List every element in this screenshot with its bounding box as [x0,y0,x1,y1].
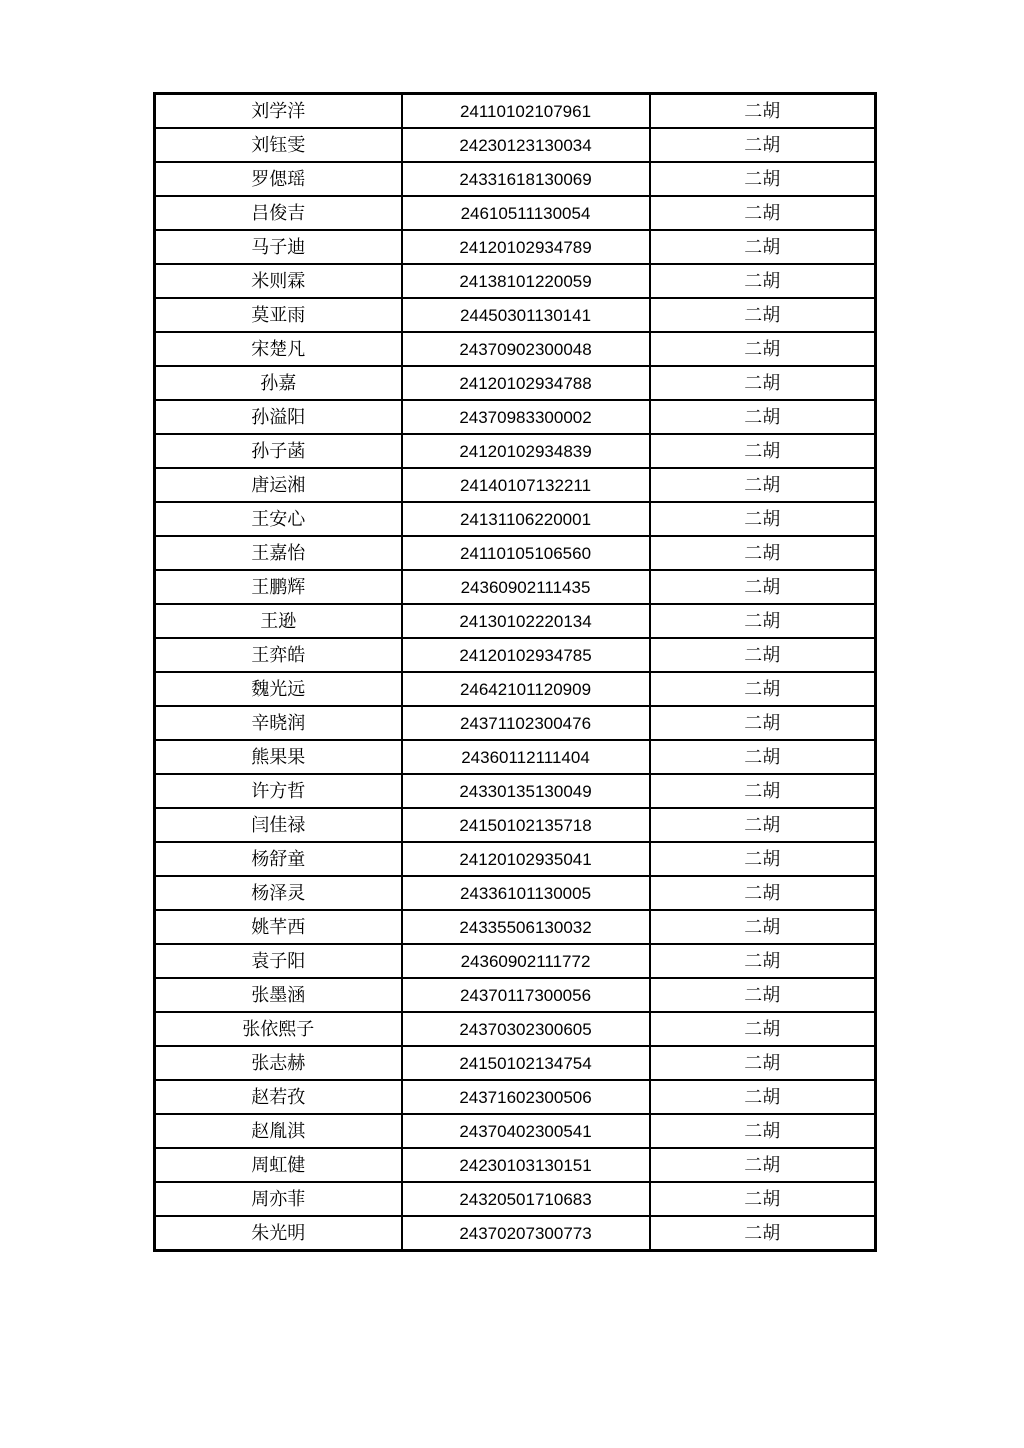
candidate-name: 闫佳禄 [155,808,402,842]
table-row [155,910,876,944]
candidate-name: 张墨涵 [155,978,402,1012]
candidate-name: 唐运湘 [155,468,402,502]
table-row [155,366,876,400]
table-row [155,196,876,230]
candidate-instrument: 二胡 [650,468,876,502]
candidate-instrument: 二胡 [650,842,876,876]
candidate-number: 24120102935041 [402,842,650,876]
candidate-instrument: 二胡 [650,1012,876,1046]
candidate-name: 孙嘉 [155,366,402,400]
candidate-number: 24130102220134 [402,604,650,638]
table-row [155,604,876,638]
candidate-instrument: 二胡 [650,298,876,332]
candidate-number: 24131106220001 [402,502,650,536]
candidate-number: 24642101120909 [402,672,650,706]
candidate-number: 24610511130054 [402,196,650,230]
candidate-number: 24140107132211 [402,468,650,502]
candidate-instrument: 二胡 [650,672,876,706]
candidate-name: 刘钰雯 [155,128,402,162]
candidate-number: 24110102107961 [402,94,650,129]
candidate-name: 熊果果 [155,740,402,774]
candidate-instrument: 二胡 [650,944,876,978]
candidate-instrument: 二胡 [650,1182,876,1216]
candidate-instrument: 二胡 [650,978,876,1012]
table-row [155,128,876,162]
table-row [155,536,876,570]
candidate-instrument: 二胡 [650,230,876,264]
candidate-name: 张志赫 [155,1046,402,1080]
candidate-instrument: 二胡 [650,910,876,944]
table-row [155,502,876,536]
candidate-instrument: 二胡 [650,536,876,570]
candidate-instrument: 二胡 [650,876,876,910]
table-row [155,298,876,332]
candidate-number: 24360902111772 [402,944,650,978]
candidate-number: 24110105106560 [402,536,650,570]
candidate-number: 24370402300541 [402,1114,650,1148]
candidate-name: 吕俊吉 [155,196,402,230]
table-row [155,1012,876,1046]
candidate-name: 米则霖 [155,264,402,298]
table-row [155,162,876,196]
table-row [155,94,876,129]
candidate-instrument: 二胡 [650,400,876,434]
table-row [155,434,876,468]
candidate-number: 24120102934788 [402,366,650,400]
candidate-name: 许方哲 [155,774,402,808]
candidate-number: 24335506130032 [402,910,650,944]
candidate-name: 马子迪 [155,230,402,264]
table-row [155,1182,876,1216]
roster-table-body [155,94,876,1251]
candidate-instrument: 二胡 [650,1148,876,1182]
candidate-number: 24360112111404 [402,740,650,774]
candidate-name: 周虹健 [155,1148,402,1182]
candidate-number: 24336101130005 [402,876,650,910]
candidate-number: 24138101220059 [402,264,650,298]
candidate-name: 王嘉怡 [155,536,402,570]
candidate-instrument: 二胡 [650,332,876,366]
candidate-instrument: 二胡 [650,570,876,604]
table-row [155,1148,876,1182]
table-row [155,1216,876,1251]
candidate-number: 24370302300605 [402,1012,650,1046]
candidate-number: 24120102934839 [402,434,650,468]
candidate-number: 24360902111435 [402,570,650,604]
candidate-instrument: 二胡 [650,162,876,196]
table-row [155,740,876,774]
candidate-name: 孙溢阳 [155,400,402,434]
table-row [155,264,876,298]
candidate-instrument: 二胡 [650,128,876,162]
candidate-name: 魏光远 [155,672,402,706]
candidate-number: 24371102300476 [402,706,650,740]
candidate-instrument: 二胡 [650,1080,876,1114]
table-row [155,1046,876,1080]
candidate-instrument: 二胡 [650,434,876,468]
candidate-instrument: 二胡 [650,706,876,740]
candidate-number: 24450301130141 [402,298,650,332]
table-row [155,774,876,808]
candidate-number: 24370117300056 [402,978,650,1012]
table-row [155,638,876,672]
candidate-number: 24331618130069 [402,162,650,196]
candidate-name: 杨舒童 [155,842,402,876]
candidate-name: 赵若孜 [155,1080,402,1114]
candidate-instrument: 二胡 [650,196,876,230]
candidate-name: 辛晓润 [155,706,402,740]
table-row [155,230,876,264]
candidate-name: 宋楚凡 [155,332,402,366]
candidate-instrument: 二胡 [650,774,876,808]
table-row [155,706,876,740]
table-row [155,672,876,706]
candidate-name: 朱光明 [155,1216,402,1251]
candidate-number: 24370983300002 [402,400,650,434]
candidate-number: 24230123130034 [402,128,650,162]
candidate-name: 莫亚雨 [155,298,402,332]
candidate-name: 王鹏辉 [155,570,402,604]
candidate-number: 24120102934789 [402,230,650,264]
candidate-instrument: 二胡 [650,1114,876,1148]
candidate-instrument: 二胡 [650,638,876,672]
candidate-number: 24371602300506 [402,1080,650,1114]
candidate-number: 24370207300773 [402,1216,650,1251]
table-row [155,808,876,842]
candidate-number: 24320501710683 [402,1182,650,1216]
candidate-name: 刘学洋 [155,94,402,129]
candidate-number: 24150102134754 [402,1046,650,1080]
table-row [155,468,876,502]
candidate-name: 王安心 [155,502,402,536]
candidate-roster-table [153,92,877,1252]
candidate-instrument: 二胡 [650,1216,876,1251]
table-row [155,944,876,978]
candidate-name: 周亦菲 [155,1182,402,1216]
candidate-instrument: 二胡 [650,808,876,842]
table-row [155,1080,876,1114]
candidate-instrument: 二胡 [650,94,876,129]
candidate-name: 孙子菡 [155,434,402,468]
candidate-instrument: 二胡 [650,1046,876,1080]
table-row [155,842,876,876]
candidate-number: 24330135130049 [402,774,650,808]
candidate-instrument: 二胡 [650,502,876,536]
candidate-number: 24150102135718 [402,808,650,842]
candidate-instrument: 二胡 [650,604,876,638]
candidate-instrument: 二胡 [650,264,876,298]
table-row [155,400,876,434]
candidate-instrument: 二胡 [650,366,876,400]
candidate-name: 王逊 [155,604,402,638]
table-row [155,332,876,366]
table-row [155,570,876,604]
table-row [155,876,876,910]
candidate-name: 姚芊西 [155,910,402,944]
table-row [155,1114,876,1148]
candidate-number: 24230103130151 [402,1148,650,1182]
candidate-instrument: 二胡 [650,740,876,774]
candidate-name: 张依熙子 [155,1012,402,1046]
candidate-name: 王弈皓 [155,638,402,672]
candidate-number: 24120102934785 [402,638,650,672]
candidate-name: 杨泽灵 [155,876,402,910]
candidate-name: 罗偲瑶 [155,162,402,196]
candidate-name: 赵胤淇 [155,1114,402,1148]
candidate-number: 24370902300048 [402,332,650,366]
candidate-name: 袁子阳 [155,944,402,978]
table-row [155,978,876,1012]
